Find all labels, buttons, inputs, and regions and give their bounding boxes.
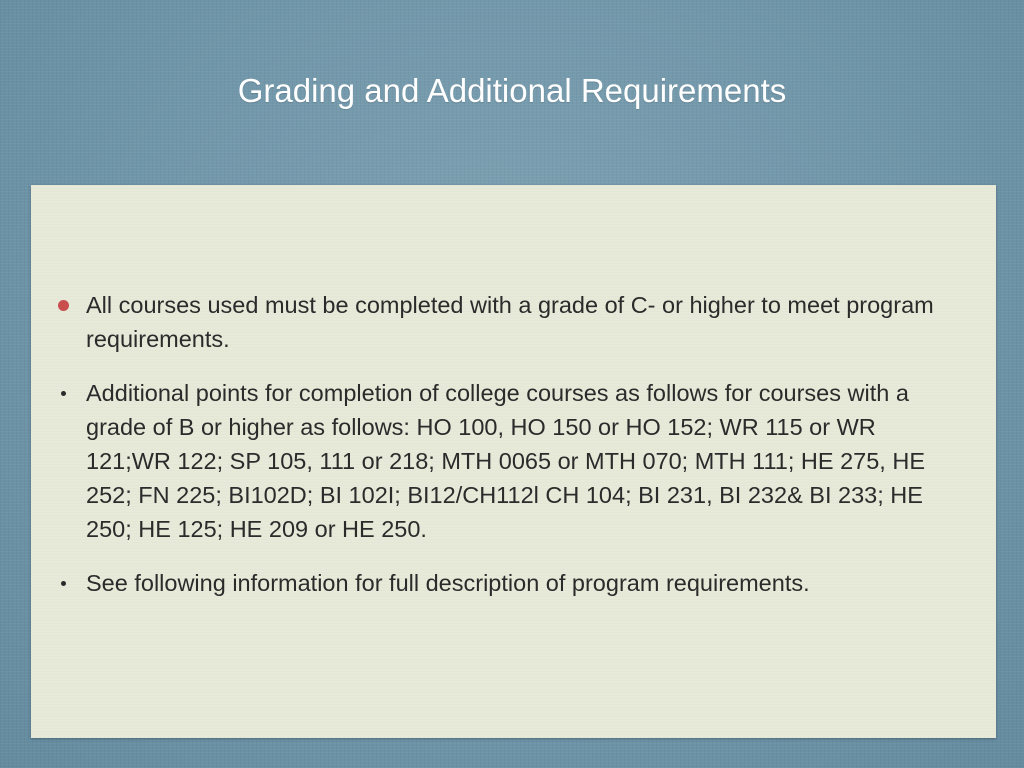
bullet-list [56, 288, 956, 620]
bullet-dot-red-icon [56, 288, 76, 322]
slide-title: Grading and Additional Requirements [237, 72, 787, 109]
bullet-item [56, 288, 956, 356]
bullet-text: All courses used must be completed with a grade of C- or higher to meet program requirements. [86, 292, 934, 352]
bullet-dot-icon [56, 566, 76, 600]
bullet-item [56, 376, 956, 546]
bullet-text: See following information for full description of program requirements. [86, 570, 810, 596]
bullet-item [56, 566, 956, 600]
bullet-dot-icon [56, 376, 76, 410]
bullet-text: Additional points for completion of college courses as follows for courses with a grade of B or higher as follows: HO 100, HO 150 or HO 152; WR 115 or WR 121;WR 122; SP 105, 111 or 218; MTH 0065 or MTH 070; MTH 111; HE 275, HE 252; FN 225; BI102D; BI 102I; BI12/CH112l CH 104; BI 231, BI 232& BI 233; HE 250; HE 125; HE 209 or HE 250. [86, 380, 926, 542]
